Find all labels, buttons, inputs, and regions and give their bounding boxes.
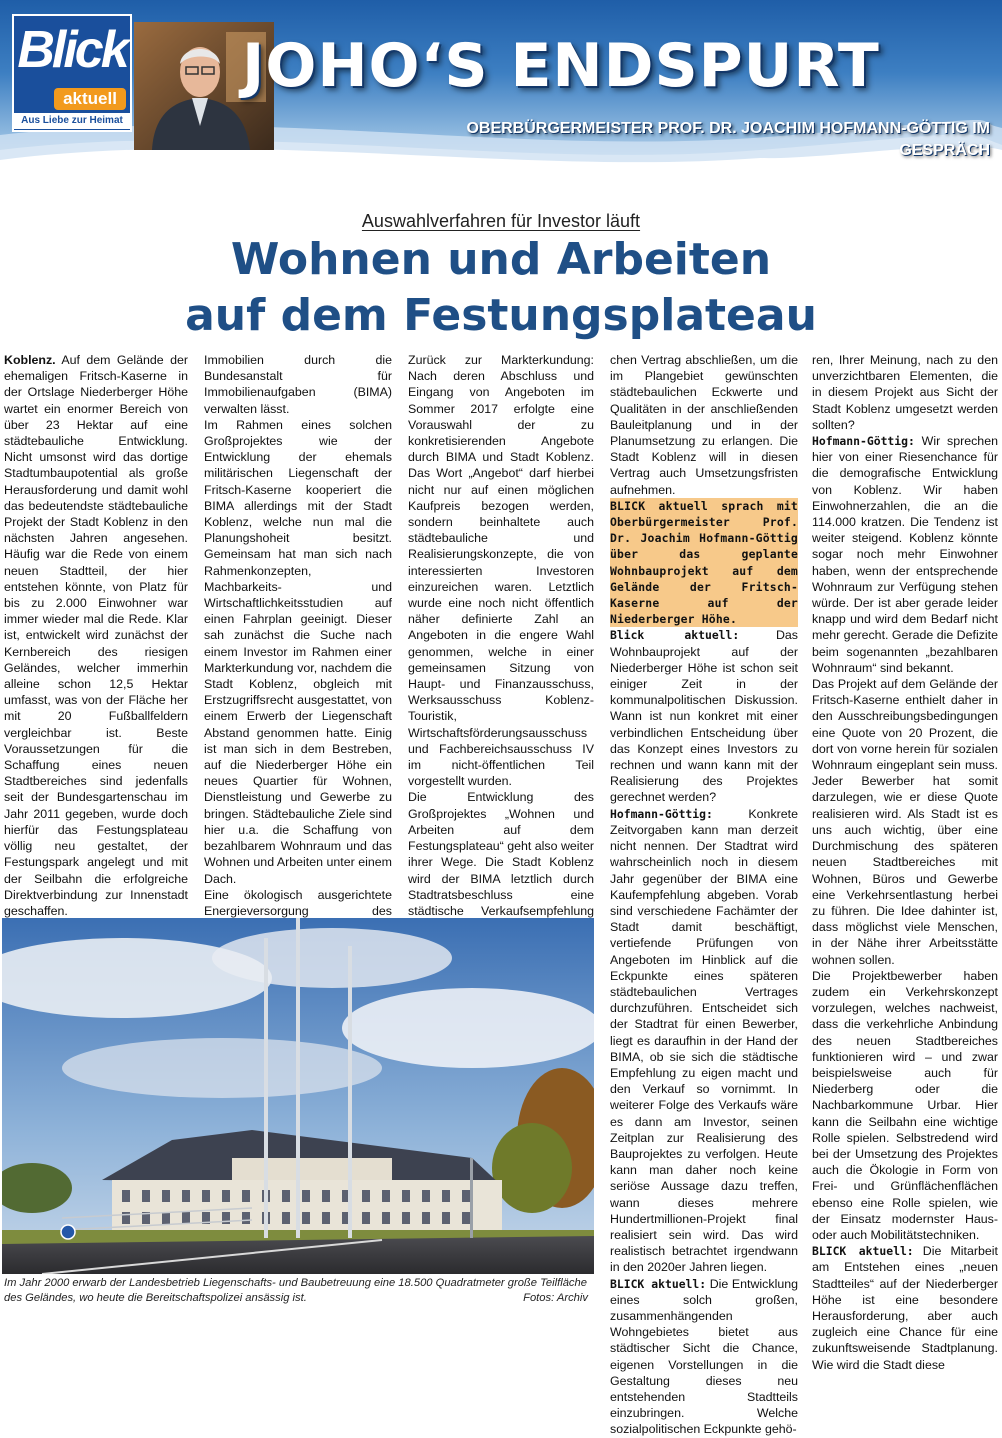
banner-title: JOHO‘S ENDSPURT bbox=[242, 31, 880, 101]
photo-credit: Fotos: Archiv bbox=[523, 1292, 588, 1304]
article-column-1 bbox=[4, 352, 188, 984]
article-column-5 bbox=[812, 352, 998, 1373]
headline-line-2: auf dem Festungsplateau bbox=[185, 290, 817, 341]
column-3-paragraph-2: Die Entwicklung des Großprojektes „Wohnen und Arbeiten auf dem Festungsplateau“ geht also weiter ihrer Wege. Die Stadt Koblenz wird der BIMA letztlich durch Stadtratsbeschluss eine städtische Verkaufsempfehlung bbox=[408, 790, 594, 918]
column-2-paragraph-1: Immobilien durch die Bundesanstalt für Immobilienaufgaben (BIMA) verwalten lässt. bbox=[204, 353, 392, 416]
kaserne-photo bbox=[2, 918, 594, 1274]
headline-line-1: Wohnen und Arbeiten bbox=[230, 234, 772, 285]
dateline: Koblenz. bbox=[4, 353, 56, 367]
column-5-paragraph-3: Die Projektbewerber haben zudem ein Verkehrskonzept vorzulegen, welches nachweist, dass die verkehrliche Anbindung des neuen Stadtbereiches funktionieren wird – und zwar beispielsweise auch für Niederberg oder die Nachbarkommune Urbar. Hier kann die Seilbahn eine wichtige Rolle spielen. Selbstredend wird bei der Umsetzung des Projektes auch die Ökologie in Form von Frei- und Grünflächenflächen ebenso eine Rolle spielen, wie der Einsatz modernster Haus- oder auch Mobilitätstechniken. bbox=[812, 968, 998, 1242]
interview-answer-1: Hofmann-Göttig: Konkrete Zeitvorgaben kann man derzeit nicht nennen. Der Stadtrat wird wahrscheinlich noch in diesem Jahr gegenüber der BIMA eine Kaufempfehlung abgeben. Vorab sind verschiedene Fachämter der Stadt damit beschäftigt, vertiefende Prüfungen von Angeboten im Hinblick auf die Eckpunkte eines späteren städtebaulichen Vertrages durchzuführen. Entscheidet sich der Stadtrat für einen Bewerber, liegt es daraufhin in der Hand der BIMA, ob sie sich die städtische Empfehlung zu eigen macht und den Verkauf so vornimmt. In weiterer Folge des Verkaufs wäre es dann am Investor, seinen Zeitplan zur Realisierung des Bauprojektes zu verfolgen. Heute kann man daher noch keine seriöse Aussage dazu treffen, wann dieses mehrere Hundertmillionen-Projekt final realisiert sein wird. Das wird realistisch betrachtet irgendwann in den 2020er Jahren liegen. bbox=[610, 806, 798, 1275]
column-5-paragraph-2: Das Projekt auf dem Gelände der Fritsch-Kaserne enthielt daher in den Ausschreibungsbedingungen eine Quote von 20 Prozent, die dort von vorne herein für sozialen Wohnraum eingeplant sein muss. Jeder Bewerber hat somit darzulegen, wie er diese Quote realisieren wird. Als Stadt ist es uns auch wichtig, über eine Durchmischung des späteren neuen Stadtbereiches mit Wohnen, Büros und Gewerbe eine Verkehrsentlastung herbei zu führen. Die Idee dahinter ist, dass möglichst viele Menschen, in der Nähe ihrer Arbeitsstätte wohnen sollen. bbox=[812, 677, 998, 967]
blick-aktuell-logo bbox=[12, 14, 132, 132]
article-column-4 bbox=[610, 352, 798, 1438]
interview-question-1: Blick aktuell: Das Wohnbauprojekt auf der Niederberger Höhe ist schon seit einiger Zeit in der kommunalpolitischen Diskussion. Wann ist nun konkret mit einer verbindlichen Entscheidung über das Konzept eines Investors zu rechnen und wann kann mit der Realisierung des Projektes gerechnet werden? bbox=[610, 628, 798, 805]
interview-question-2: BLICK aktuell: Die Entwicklung eines solch großen, zusammenhängenden Wohngebietes bietet aus städtischer Sicht die Chance, eigenen Vorstellungen in die Gestaltung dieses neu entstehenden Stadtteils einzubringen. Welche sozialpolitischen Eckpunkte gehö- bbox=[610, 1276, 798, 1437]
article-headline bbox=[0, 232, 1002, 344]
column-5-paragraph-1: ren, Ihrer Meinung, nach zu den unverzichtbaren Elementen, die in diesem Projekt aus Sicht der Stadt Koblenz umgesetzt werden sollten? bbox=[812, 353, 998, 432]
masthead-banner bbox=[0, 0, 1002, 192]
logo-badge: aktuell bbox=[54, 88, 126, 110]
column-4-paragraph-1: chen Vertrag abschließen, um die im Plangebiet gewünschten städtebaulichen Eckwerte und Qualitäten in der anschließenden Bauleitplanung und in der Planumsetzung zu erlangen. Die Stadt Koblenz will in diesen Vertrag auch Umsetzungsfristen aufnehmen. bbox=[610, 353, 798, 497]
column-2-paragraph-2: Im Rahmen eines solchen Großprojektes wie der Entwicklung der ehemals militärischen Liegenschaft der Fritsch-Kaserne kooperiert die BIMA allerdings mit der Stadt Koblenz, welche nun mal die Planungshoheit besitzt. Gemeinsam hat man sich nach Rahmenkonzepten, Machbarkeits- und Wirtschaftlichkeitsstudien auf einen Fahrplan geeinigt. Dieser sah zunächst die Suche nach einem Investor im Rahmen einer Markterkundung vor, nachdem die Stadt Koblenz, obgleich mit Erstzugriffsrecht ausgestattet, von einem Erwerb der Liegenschaft Abstand genommen hatte. Einig ist man sich in dem Bestreben, auf die Niederberger Höhe ein neues Quartier für Wohnen, Dienstleistung und Gewerbe zu bringen. Städtebauliche Ziele sind hier u.a. die Schaffung von bezahlbarem Wohnraum und das Wohnen und Arbeiten unter einem Dach. bbox=[204, 417, 392, 886]
article-kicker: Auswahlverfahren für Investor läuft bbox=[361, 211, 641, 231]
logo-slogan: Aus Liebe zur Heimat bbox=[14, 113, 130, 129]
caption-text: Im Jahr 2000 erwarb der Landesbetrieb Liegenschafts- und Baubetreuung eine 18.500 Quadratmeter große Teilfläche des Geländes, wo heute die Bereitschaftspolizei ansässig ist. bbox=[4, 1277, 587, 1304]
column-2-paragraph-3: Eine ökologisch ausgerichtete Energieversorgung des bbox=[204, 887, 392, 918]
interview-answer-2: Hofmann-Göttig: Wir sprechen hier von einer Riesenchance für die demografische Entwicklung von Koblenz. Wir haben Einwohnerzahlen, die an die 114.000 kratzen. Die Tendenz ist weiter steigend. Koblenz könnte sogar noch mehr Einwohner haben, wenn der entsprechende Wohnraum zur Verfügung stehen würde. Der ist aber gerade leider knapp und wird dem Bedarf nicht mehr gerecht. Gerade die Defizite beim sogenannten „bezahlbaren Wohnraum“ sind bekannt. bbox=[812, 434, 998, 675]
interview-question-3: BLICK aktuell: Die Mitarbeit am Entstehen eines „neuen Stadtteiles“ auf der Niederberger Höhe ist eine besondere Herausforderung, aber auch zugleich eine Chance für eine zukunftsweisende Stadtplanung. Wie wird die Stadt diese bbox=[812, 1244, 998, 1372]
banner-subtitle: OBERBÜRGERMEISTER PROF. DR. JOACHIM HOFMANN-GÖTTIG IM GESPRÄCH bbox=[466, 120, 990, 159]
column-3-paragraph-1: Zurück zur Markterkundung: Nach deren Abschluss und Eingang von Angeboten im Sommer 2017 erfolgte eine Vorauswahl der zu konkretisierenden Angebote durch BIMA und Stadt Koblenz. Das Wort „Angebot“ darf hierbei nicht nur auf einen möglichen Kaufpreis bezogen werden, sondern beinhaltete auch städtebauliche und Realisierungskonzepte, die von interessierten Investoren einzureichen waren. Letztlich wurde eine noch nicht öffentlich näher definierte Zahl an Angeboten in die engere Wahl genommen, welche in einer gemeinsamen Sitzung von Haupt- und Finanzausschuss, Werksausschuss Koblenz-Touristik, Wirtschaftsförderungsausschuss und Fachbereichsausschuss IV im nicht-öffentlichen Teil vorgestellt wurden. bbox=[408, 353, 594, 789]
interview-intro-highlight: BLICK aktuell sprach mit Oberbürgermeister Prof. Dr. Joachim Hofmann-Göttig über das geplante Wohnbauprojekt auf dem Gelände der Fritsch-Kaserne auf der Niederberger Höhe. bbox=[610, 498, 798, 627]
article-column-3 bbox=[408, 352, 594, 1016]
logo-word: Blick bbox=[17, 21, 127, 79]
article-column-2 bbox=[204, 352, 392, 1000]
photo-caption bbox=[4, 1276, 594, 1306]
column-1-paragraph: Koblenz. Auf dem Gelände der ehemaligen Fritsch-Kaserne in der Ortslage Niederberger Höhe wartet ein enormer Bereich von über 23 Hektar auf eine städtebauliche Entwicklung. Nicht umsonst wird das dortige Stadtumbaupotential als große Herausforderung und damit wohl das bedeutendste städtebauliche Projekt der Stadt Koblenz in den nächsten Jahren angesehen. Häufig war die Rede von einem neuen Stadtteil, der hier entstehen könnte, von Platz für bis zu 2.000 Einwohner war immer wieder mal die Rede. Klar ist, entwickelt wird zunächst der Kernbereich des riesigen Geländes, welcher immerhin alleine schon 12,5 Hektar umfasst, was von der Fläche her mit 20 Fußballfeldern vergleichbar ist. Beste Voraussetzungen für die Schaffung eines neuen Stadtbereiches sind jedenfalls seit der Bundesgartenschau im Jahr 2011 gegeben, wurde doch hierfür das Festungsplateau völlig neu gestaltet, der Festungspark angelegt und mit der Seilbahn die erfolgreiche Direktverbindung zur Innenstadt geschaffen. bbox=[4, 353, 188, 918]
